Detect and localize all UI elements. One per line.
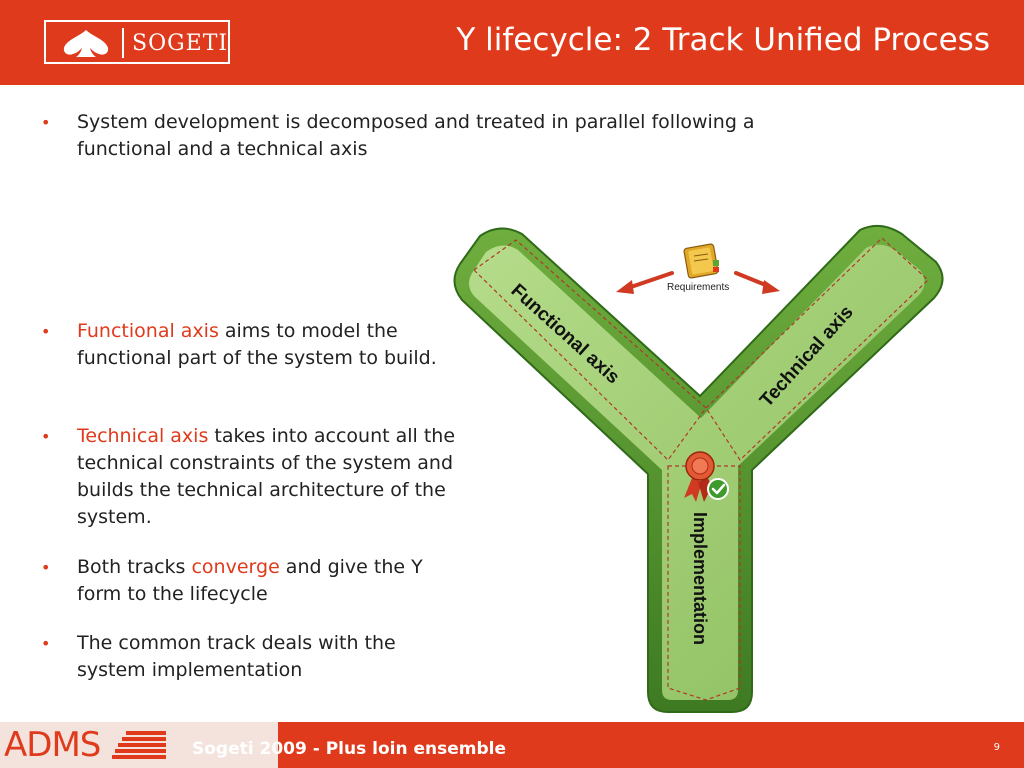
header-bar xyxy=(0,0,1024,85)
bullet-converge xyxy=(41,554,447,608)
left-arrow-icon xyxy=(616,273,672,294)
functional-axis-text: aims to model the functional part of the system to build. xyxy=(77,320,437,369)
common-track-text: The common track deals with the system implementation xyxy=(77,632,396,681)
technical-axis-highlight: Technical axis xyxy=(77,425,209,447)
adms-bars-icon xyxy=(112,731,166,761)
spade-logo-icon xyxy=(54,26,118,60)
page-title: Y lifecycle: 2 Track Unified Process xyxy=(456,22,990,58)
technical-axis-label: Technical axis xyxy=(756,301,858,412)
bullet-dot: • xyxy=(41,634,51,653)
intro-bullet xyxy=(41,109,777,163)
bullet-functional xyxy=(41,318,469,372)
bullet-dot: • xyxy=(41,558,51,577)
bullet-dot: • xyxy=(41,113,51,132)
intro-text: System development is decomposed and treated in parallel following a functional and a technical axis xyxy=(77,111,755,160)
converge-text-before: Both tracks xyxy=(77,556,192,578)
sogeti-logo[interactable] xyxy=(44,20,230,64)
footer-bar xyxy=(0,722,1024,768)
logo-divider xyxy=(122,28,124,58)
functional-axis-highlight: Functional axis xyxy=(77,320,219,342)
bullet-dot: • xyxy=(41,427,51,446)
requirements-label: Requirements xyxy=(667,282,730,293)
requirements-book-icon xyxy=(684,244,719,279)
technical-axis-text: takes into account all the technical constraints of the system and builds the technical architecture of the system. xyxy=(77,425,456,528)
right-arrow-icon xyxy=(736,273,780,294)
page-number: 9 xyxy=(993,742,1000,753)
bullet-common-track xyxy=(41,630,469,684)
footer-tagline: Sogeti 2009 - Plus loin ensemble xyxy=(192,739,507,759)
functional-axis-label: Functional axis xyxy=(506,280,624,389)
check-badge-icon xyxy=(708,479,728,499)
bullet-dot: • xyxy=(41,322,51,341)
implementation-label: Implementation xyxy=(690,512,710,646)
adms-logo-text: ADMS xyxy=(4,725,101,765)
converge-text-after: and give the Y form to the lifecycle xyxy=(77,556,423,605)
logo-text: SOGETI xyxy=(132,31,229,56)
bullet-technical xyxy=(41,423,469,531)
y-lifecycle-diagram xyxy=(440,222,960,714)
converge-highlight: converge xyxy=(191,556,280,578)
